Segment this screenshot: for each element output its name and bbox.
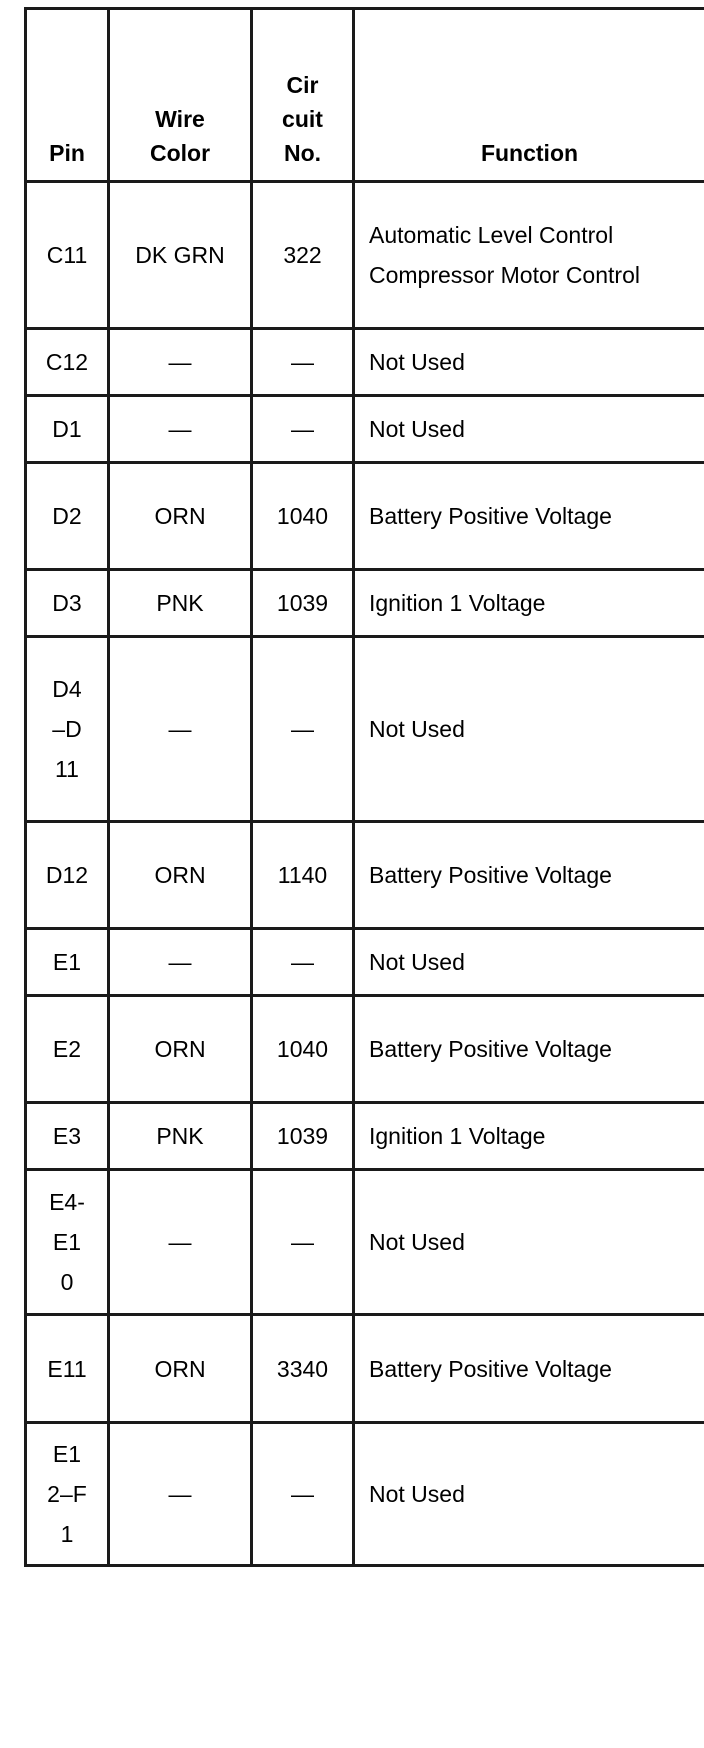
circuit-cell: 3340 <box>252 1315 354 1423</box>
circuit-cell: — <box>252 329 354 396</box>
pin-cell: D2 <box>26 463 109 570</box>
wire-color-cell: DK GRN <box>109 182 252 329</box>
circuit-cell: — <box>252 396 354 463</box>
pin-cell: D1 <box>26 396 109 463</box>
pin-cell: D4 –D 11 <box>26 637 109 822</box>
circuit-cell: 1039 <box>252 1103 354 1170</box>
pin-cell: E2 <box>26 996 109 1103</box>
wire-color-cell: — <box>109 1423 252 1566</box>
wire-color-cell: — <box>109 329 252 396</box>
circuit-cell: — <box>252 929 354 996</box>
circuit-cell: 1039 <box>252 570 354 637</box>
pin-cell: E1 <box>26 929 109 996</box>
circuit-cell: 1140 <box>252 822 354 929</box>
wire-color-cell: — <box>109 929 252 996</box>
circuit-cell: — <box>252 1423 354 1566</box>
function-cell: Battery Positive Voltage <box>354 1315 704 1423</box>
table-row <box>26 329 704 396</box>
circuit-cell: — <box>252 637 354 822</box>
connector-pin-table <box>24 7 704 1567</box>
table-row <box>26 463 704 570</box>
header-pin: Pin <box>26 9 109 182</box>
function-cell: Not Used <box>354 637 704 822</box>
wire-color-cell: ORN <box>109 463 252 570</box>
circuit-cell: 322 <box>252 182 354 329</box>
header-wire-color: Wire Color <box>109 9 252 182</box>
header-circuit-no: Cir cuit No. <box>252 9 354 182</box>
pin-cell: C11 <box>26 182 109 329</box>
function-cell: Ignition 1 Voltage <box>354 1103 704 1170</box>
table-row <box>26 396 704 463</box>
wire-color-cell: ORN <box>109 822 252 929</box>
function-cell: Battery Positive Voltage <box>354 822 704 929</box>
table-row <box>26 822 704 929</box>
table-row <box>26 182 704 329</box>
pin-cell: E1 2–F1 <box>26 1423 109 1566</box>
pin-cell: C12 <box>26 329 109 396</box>
table-row <box>26 1103 704 1170</box>
pin-cell: E3 <box>26 1103 109 1170</box>
function-cell: Not Used <box>354 396 704 463</box>
wire-color-cell: — <box>109 396 252 463</box>
table-row <box>26 570 704 637</box>
function-cell: Battery Positive Voltage <box>354 463 704 570</box>
pin-cell: D12 <box>26 822 109 929</box>
pin-cell: E11 <box>26 1315 109 1423</box>
function-cell: Battery Positive Voltage <box>354 996 704 1103</box>
function-cell: Not Used <box>354 929 704 996</box>
function-cell: Not Used <box>354 1423 704 1566</box>
function-cell: Automatic Level Control Compressor Motor Control <box>354 182 704 329</box>
wire-color-cell: ORN <box>109 996 252 1103</box>
wire-color-cell: — <box>109 1170 252 1315</box>
pin-cell: D3 <box>26 570 109 637</box>
table-row <box>26 996 704 1103</box>
table-row <box>26 637 704 822</box>
wire-color-cell: — <box>109 637 252 822</box>
circuit-cell: — <box>252 1170 354 1315</box>
function-cell: Not Used <box>354 1170 704 1315</box>
table-row <box>26 1423 704 1566</box>
wire-color-cell: PNK <box>109 570 252 637</box>
wire-color-cell: ORN <box>109 1315 252 1423</box>
table-row <box>26 929 704 996</box>
circuit-cell: 1040 <box>252 463 354 570</box>
header-function: Function <box>354 9 704 182</box>
function-cell: Not Used <box>354 329 704 396</box>
table-row <box>26 1170 704 1315</box>
function-cell: Ignition 1 Voltage <box>354 570 704 637</box>
pin-cell: E4- E10 <box>26 1170 109 1315</box>
table-row <box>26 1315 704 1423</box>
table-header-row <box>26 9 704 182</box>
circuit-cell: 1040 <box>252 996 354 1103</box>
wire-color-cell: PNK <box>109 1103 252 1170</box>
